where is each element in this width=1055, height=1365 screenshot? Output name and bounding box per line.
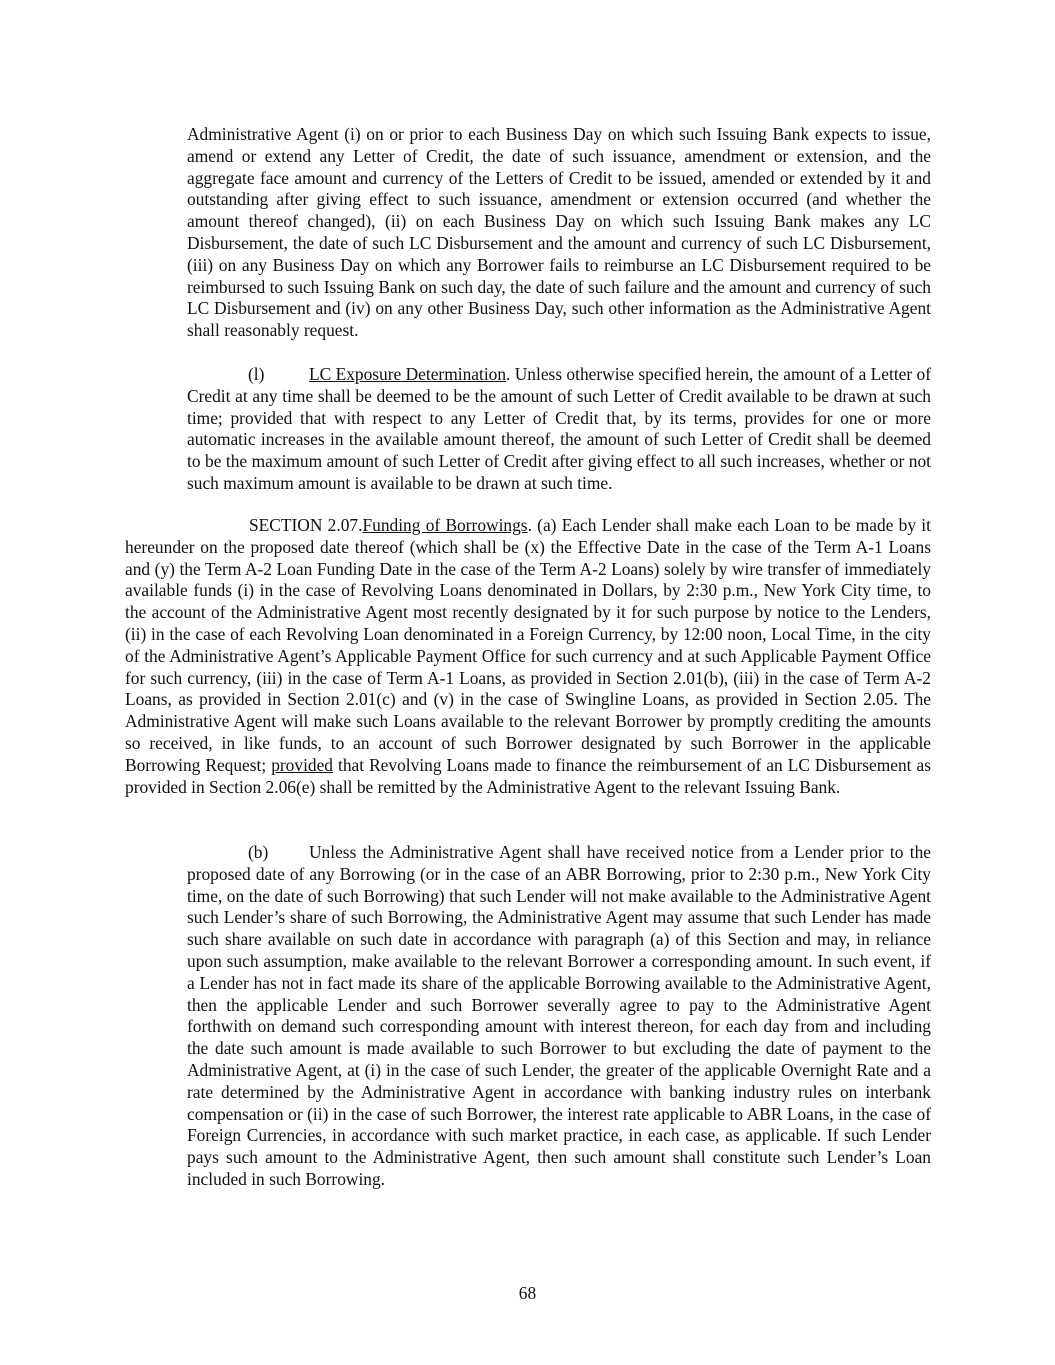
section-2-07-funding-of-borrowings xyxy=(125,515,931,798)
section-text-a: . (a) Each Lender shall make each Loan to be made by it hereunder on the proposed date thereof (which shall be (x) the Effective Date in the case of the Term A-1 Loans and (y) the Term A-2 Loan Funding Date in the case of the Term A-2 Loans) solely by wire transfer of immediately available funds (i) in the case of Revolving Loans denominated in Dollars, by 2:30 p.m., New York City time, to the account of the Administrative Agent most recently designated by it for such purpose by notice to the Lenders, (ii) in the case of each Revolving Loan denominated in a Foreign Currency, by 12:00 noon, Local Time, in the city of the Administrative Agent’s Applicable Payment Office for such currency and at such Applicable Payment Office for such currency, (iii) in the case of Term A-1 Loans, as provided in Section 2.01(b), (iii) in the case of Term A-2 Loans, as provided in Section 2.01(c) and (v) in the case of Swingline Loans, as provided in Section 2.05. The Administrative Agent will make such Loans available to the relevant Borrower by promptly crediting the amounts so received, in like funds, to an account of such Borrower designated by such Borrower in the applicable Borrowing Request; xyxy=(125,515,931,775)
page-number: 68 xyxy=(518,1283,537,1303)
section-heading: Funding of Borrowings xyxy=(362,515,528,535)
paragraph-text: Unless the Administrative Agent shall have received notice from a Lender prior to the proposed date of any Borrowing (or in the case of an ABR Borrowing, prior to 2:30 p.m., New York City time, on the date of such Borrowing) that such Lender will not make available to the Administrative Agent such Lender’s share of such Borrowing, the Administrative Agent may assume that such Lender has made such share available on such date in accordance with paragraph (a) of this Section and may, in reliance upon such assumption, make available to the relevant Borrower a corresponding amount. In such event, if a Lender has not in fact made its share of the applicable Borrowing available to the Administrative Agent, then the applicable Lender and such Borrower severally agree to pay to the Administrative Agent forthwith on demand such corresponding amount with interest thereon, for each day from and including the date such amount is made available to such Borrower to but excluding the date of payment to the Administrative Agent, at (i) in the case of such Lender, the greater of the applicable Overnight Rate and a rate determined by the Administrative Agent in accordance with banking industry rules on interbank compensation or (ii) in the case of such Borrower, the interest rate applicable to ABR Loans, in the case of Foreign Currencies, in accordance with such market practice, in each case, as applicable. If such Lender pays such amount to the Administrative Agent, then such amount shall constitute such Lender’s Loan included in such Borrowing. xyxy=(187,842,931,1189)
proviso-term: provided xyxy=(271,754,334,775)
paragraph-text: Administrative Agent (i) on or prior to each Business Day on which such Issuing Bank expects to issue, amend or extend any Letter of Credit, the date of such issuance, amendment or extension, and the aggregate face amount and currency of the Letters of Credit to be issued, amended or extended by it and outstanding after giving effect to such issuance, amendment or extension occurred (and whether the amount thereof changed), (ii) on each Business Day on which such Issuing Bank makes any LC Disbursement, the date of such LC Disbursement and the amount and currency of such LC Disbursement, (iii) on any Business Day on which any Borrower fails to reimburse an LC Disbursement required to be reimbursed to such Issuing Bank on such day, the date of such failure and the amount and currency of such LC Disbursement and (iv) on any other Business Day, such other information as the Administrative Agent shall reasonably request. xyxy=(187,124,931,341)
paragraph-text: . Unless otherwise specified herein, the amount of a Letter of Credit at any time shall be deemed to be the amount of such Letter of Credit available to be drawn at such time; provided that with respect to any Letter of Credit that, by its terms, provides for one or more automatic increases in the available amount thereof, the amount of such Letter of Credit shall be deemed to be the maximum amount of such Letter of Credit after giving effect to all such increases, whether or not such maximum amount is available to be drawn at such time. xyxy=(187,364,932,493)
paragraph-marker: (l) xyxy=(248,364,265,384)
paragraph-continuation xyxy=(187,124,931,342)
section-text-b: that Revolving Loans made to finance the reimbursement of an LC Disbursement as provided in Section 2.06(e) shall be remitted by the Administrative Agent to the relevant Issuing Bank. xyxy=(125,754,931,797)
paragraph-heading: LC Exposure Determination xyxy=(309,364,507,384)
paragraph-marker: (b) xyxy=(248,842,269,862)
section-label: SECTION 2.07. xyxy=(249,515,363,535)
paragraph-lc-exposure-determination xyxy=(187,364,931,495)
paragraph-b xyxy=(187,842,931,1191)
